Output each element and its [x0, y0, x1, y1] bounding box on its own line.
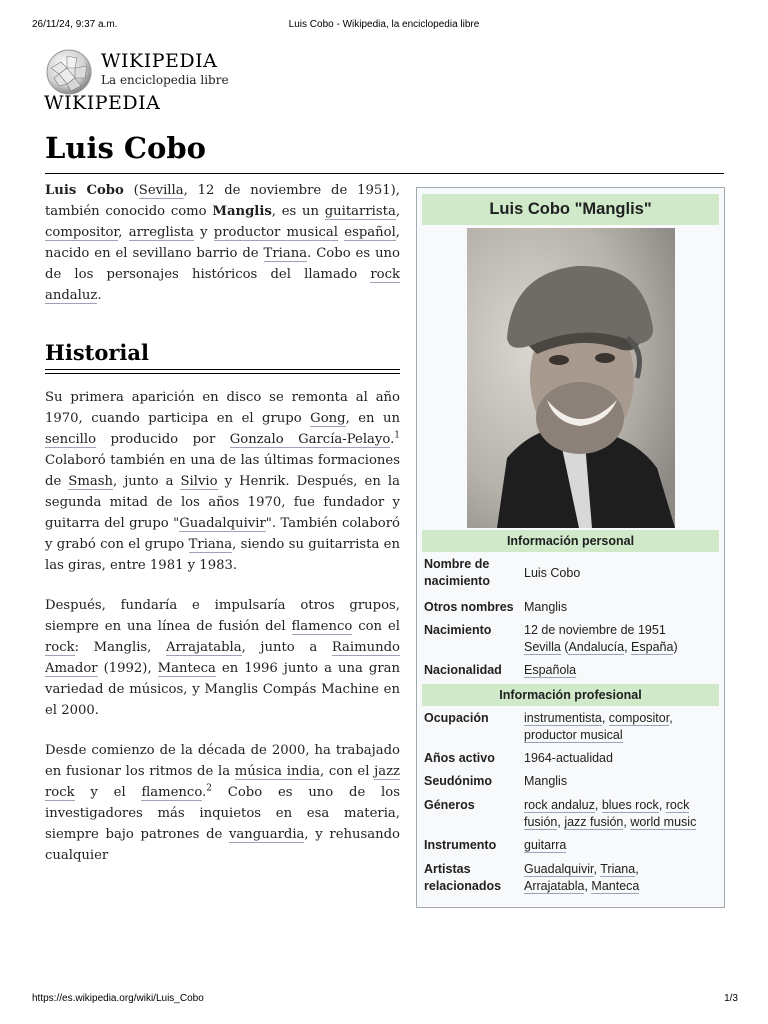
- infobox-label: Ocupación: [424, 711, 489, 725]
- link-manteca-infobox[interactable]: Manteca: [591, 879, 640, 893]
- infobox-value: Luis Cobo: [524, 566, 581, 580]
- wikipedia-wordmark-below[interactable]: WIKIPEDIA: [44, 92, 161, 114]
- section-heading-historial: Historial: [45, 340, 149, 365]
- link-compositor-infobox[interactable]: compositor: [608, 711, 670, 725]
- title-divider: [45, 173, 724, 174]
- infobox-value: Manglis: [524, 774, 568, 788]
- print-datetime: 26/11/24, 9:37 a.m.: [32, 19, 118, 30]
- infobox-label: Nacionalidad: [424, 663, 502, 677]
- infobox-section-personal: Información personal: [422, 530, 719, 552]
- print-page-title: Luis Cobo - Wikipedia, la enciclopedia libre: [288, 19, 480, 30]
- link-rock[interactable]: rock: [45, 640, 75, 655]
- link-triana[interactable]: Triana: [263, 246, 308, 261]
- infobox-value: Manglis: [524, 600, 568, 614]
- reference-1[interactable]: 1: [394, 430, 400, 441]
- infobox-label: Nacimiento: [424, 623, 492, 637]
- page-title: Luis Cobo: [45, 131, 206, 165]
- link-smash[interactable]: Smash: [68, 474, 113, 489]
- article-body: [45, 387, 400, 885]
- wikipedia-globe-logo[interactable]: [45, 48, 93, 96]
- infobox: [416, 187, 725, 908]
- wikipedia-tagline: La enciclopedia libre: [101, 73, 229, 87]
- lead-bold-alias: Manglis: [212, 204, 272, 219]
- link-rock-fusion[interactable]: rock fusión: [524, 798, 690, 829]
- link-guitarrista[interactable]: guitarrista: [324, 204, 396, 219]
- infobox-section-professional: Información profesional: [422, 684, 719, 706]
- infobox-label: Otros nombres: [424, 600, 514, 614]
- infobox-label: Géneros: [424, 798, 475, 812]
- link-flamenco[interactable]: flamenco: [291, 619, 353, 634]
- link-silvio[interactable]: Silvio: [180, 474, 218, 489]
- paragraph: Su primera aparición en disco se remonta al año 1970, cuando participa en el grupo Gong, en un sencillo producido por Gonzalo García-Pelayo.$^1$ Colaboró también en una de las últimas formaciones de Smash, junto a Silvio y Henrik. Después, en la segunda mitad de los años 1970, fue fundador y guitarra del grupo "Guadalquivir". También colaboró y grabó con el grupo Triana, siendo su guitarrista en las giras, entre 1981 y 1983.: [45, 390, 400, 573]
- infobox-value: 12 de noviembre de 1951 Sevilla (Andalucía, España): [524, 623, 678, 654]
- link-raimundo-amador[interactable]: Raimundo Amador: [45, 640, 400, 676]
- infobox-row-birth-name: [424, 556, 718, 592]
- link-sevilla[interactable]: Sevilla: [138, 183, 184, 198]
- infobox-label: Nombre de nacimiento: [424, 557, 490, 588]
- infobox-label: Seudónimo: [424, 774, 493, 788]
- lead-bold-name: Luis Cobo: [45, 183, 124, 198]
- wikipedia-wordmark: WIKIPEDIA: [101, 50, 218, 72]
- link-rock-andaluz-infobox[interactable]: rock andaluz: [524, 798, 595, 812]
- link-arrajatabla[interactable]: Arrajatabla: [165, 640, 242, 655]
- link-arrajatabla-infobox[interactable]: Arrajatabla: [524, 879, 585, 893]
- infobox-title: Luis Cobo "Manglis": [422, 194, 719, 225]
- section-divider: [45, 369, 400, 374]
- link-jazz-fusion[interactable]: jazz fusión: [564, 815, 624, 829]
- reference-2[interactable]: 2: [206, 783, 212, 794]
- link-musica-india[interactable]: música india: [234, 764, 320, 779]
- link-espanol[interactable]: español: [344, 225, 396, 240]
- paragraph: Después, fundaría e impulsaría otros grupos, siempre en una línea de fusión del flamenco con el rock: Manglis, Arrajatabla, junto a Raimundo Amador (1992), Manteca en 1996 junto a una gran variedad de músicos, y Manglis Compás Machine en el 2000.: [45, 598, 400, 718]
- portrait-photo[interactable]: [467, 228, 675, 528]
- link-triana-infobox[interactable]: Triana: [600, 862, 636, 876]
- infobox-row-genres: Géneros rock andaluz, blues rock, rock fusión, jazz fusión, world music: [424, 798, 697, 829]
- infobox-label: Artistas relacionados: [424, 862, 502, 893]
- link-manteca[interactable]: Manteca: [157, 661, 216, 676]
- link-vanguardia[interactable]: vanguardia: [228, 827, 305, 842]
- infobox-value: 1964-actualidad: [524, 751, 613, 765]
- print-page-number: 1/3: [724, 993, 738, 1004]
- link-gonzalo-garcia-pelayo[interactable]: Gonzalo García-Pelayo: [229, 432, 391, 447]
- link-world-music[interactable]: world music: [630, 815, 697, 829]
- link-guitarra[interactable]: guitarra: [524, 838, 567, 852]
- article-lead: Luis Cobo (Sevilla, 12 de noviembre de 1951), también conocido como Manglis, es un guitarrista, compositor, arreglista y productor musical español, nacido en el sevillano barrio de Triana. Cobo es uno de los personajes históricos del llamado rock andaluz.: [45, 183, 401, 303]
- link-blues-rock[interactable]: blues rock: [601, 798, 659, 812]
- link-flamenco-2[interactable]: flamenco: [141, 785, 203, 800]
- link-instrumentista[interactable]: instrumentista: [524, 711, 602, 725]
- link-jazz-rock[interactable]: jazz rock: [45, 764, 400, 800]
- link-arreglista[interactable]: arreglista: [128, 225, 194, 240]
- paragraph: Desde comienzo de la década de 2000, ha trabajado en fusionar los ritmos de la música india, con el jazz rock y el flamenco.$^2$ Cobo es uno de los investigadores más inquietos en esa materia, siempre bajo patrones de vanguardia, y rehusando cualquier: [45, 743, 400, 863]
- link-guadalquivir-infobox[interactable]: Guadalquivir: [524, 862, 594, 876]
- infobox-row-related-artists: Artistas relacionados Guadalquivir, Triana, Arrajatabla, Manteca: [424, 862, 640, 893]
- print-url: https://es.wikipedia.org/wiki/Luis_Cobo: [32, 993, 204, 1004]
- infobox-label: Instrumento: [424, 838, 497, 852]
- link-rock-andaluz[interactable]: rock andaluz: [45, 267, 400, 303]
- link-triana-grupo[interactable]: Triana: [188, 537, 233, 552]
- link-productor-musical[interactable]: productor musical: [213, 225, 339, 240]
- link-espana[interactable]: España: [631, 640, 674, 654]
- link-guadalquivir[interactable]: Guadalquivir: [179, 516, 266, 531]
- infobox-label: Años activo: [424, 751, 495, 765]
- infobox-row-occupation: Ocupación instrumentista, compositor, productor musical: [424, 711, 673, 742]
- link-compositor[interactable]: compositor: [45, 225, 119, 240]
- link-productor-musical-infobox[interactable]: productor musical: [524, 728, 623, 742]
- infobox-row-birth: [424, 622, 718, 658]
- link-gong[interactable]: Gong: [310, 411, 346, 426]
- link-sevilla-infobox[interactable]: Sevilla: [524, 640, 561, 654]
- link-espanola[interactable]: Española: [524, 663, 577, 677]
- link-sencillo[interactable]: sencillo: [45, 432, 97, 447]
- link-andalucia[interactable]: Andalucía: [568, 640, 625, 654]
